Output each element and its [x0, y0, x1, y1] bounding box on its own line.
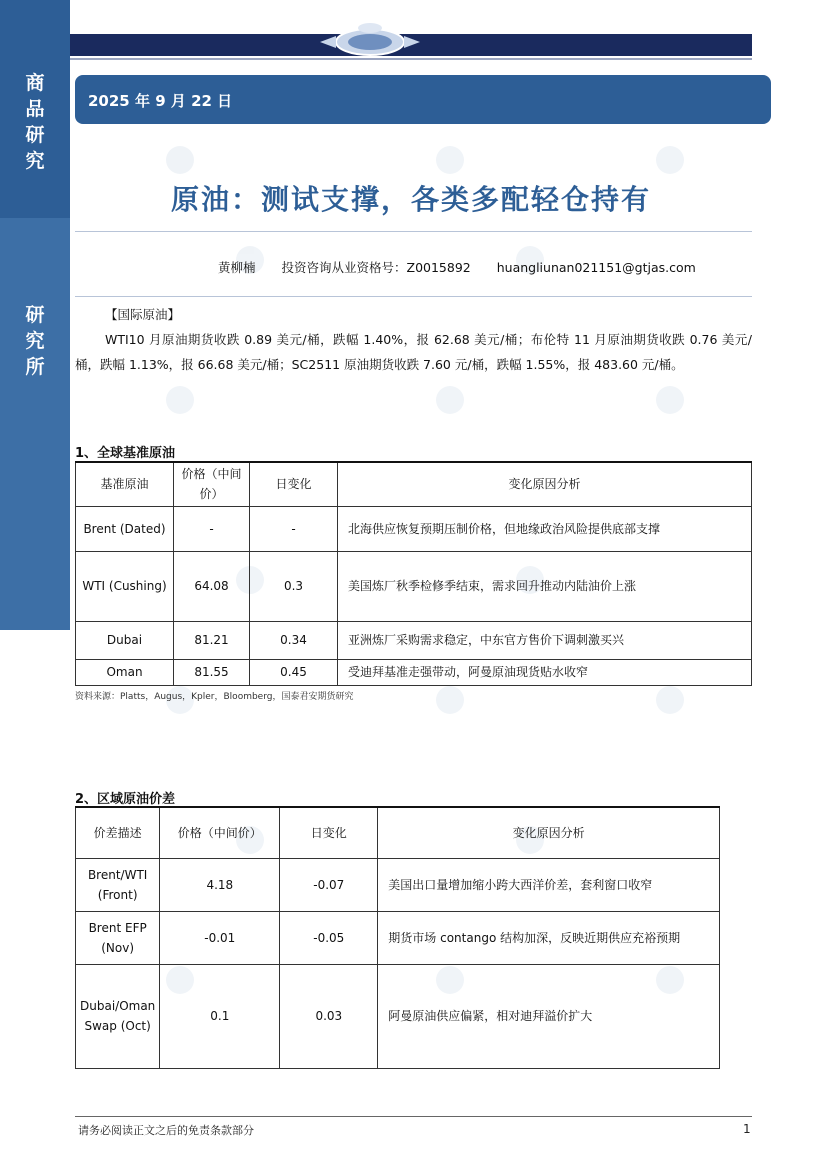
row-change: 0.03 [280, 964, 378, 1068]
author-license: 投资咨询从业资格号：Z0015892 [281, 260, 471, 275]
table-row [76, 858, 720, 911]
section1-heading: 1、全球基准原油 [75, 446, 176, 461]
table-header-row [76, 462, 752, 506]
row-name: Brent (Dated) [76, 506, 174, 551]
table-header-cell: 价差描述 [76, 807, 160, 858]
author-rule [75, 296, 752, 297]
section2-heading: 2、区域原油价差 [75, 792, 176, 807]
table-row [76, 621, 752, 659]
table-header-cell: 变化原因分析 [378, 807, 720, 858]
table-header-cell: 日变化 [250, 462, 338, 506]
row-price: 64.08 [174, 551, 250, 621]
row-change: - [250, 506, 338, 551]
table-header-cell: 价格（中间价） [174, 462, 250, 506]
table-row [76, 659, 752, 685]
row-reason: 北海供应恢复预期压制价格，但地缘政治风险提供底部支撑 [338, 506, 752, 551]
row-name: Dubai/Oman Swap (Oct) [76, 964, 160, 1068]
row-price: 0.1 [160, 964, 280, 1068]
page-title: 原油：测试支撑，各类多配轻仓持有 [170, 183, 651, 216]
table-source-note: 资料来源：Platts，Augus，Kpler，Bloomberg，国泰君安期货研究 [75, 692, 354, 702]
date-banner [75, 75, 771, 124]
row-price: - [174, 506, 250, 551]
footer-rule [75, 1116, 752, 1117]
row-name: Brent/WTI (Front) [76, 858, 160, 911]
table-row [76, 911, 720, 964]
table-row [76, 964, 720, 1068]
table-row [76, 506, 752, 551]
row-price: -0.01 [160, 911, 280, 964]
row-reason: 阿曼原油供应偏紧，相对迪拜溢价扩大 [378, 964, 720, 1068]
intro-heading: 【国际原油】 [105, 307, 181, 322]
row-reason: 期货市场 contango 结构加深，反映近期供应充裕预期 [378, 911, 720, 964]
intro-body: WTI10 月原油期货收跌 0.89 美元/桶，跌幅 1.40%，报 62.68 美元/桶；布伦特 11 月原油期货收跌 0.76 美元/桶，跌幅 1.13%，报 66.68 美元/桶；SC2511 原油期货收跌 7.60 元/桶，跌幅 1.55%，报 483.60 元/桶。 [75, 332, 752, 372]
table-header-cell: 日变化 [280, 807, 378, 858]
table-header-row [76, 807, 720, 858]
row-reason: 美国出口量增加缩小跨大西洋价差，套利窗口收窄 [378, 858, 720, 911]
spread-table [75, 806, 720, 1069]
sidebar-top-block [0, 0, 70, 218]
sidebar-top-label: 商 品 研 究 [25, 72, 45, 172]
row-reason: 亚洲炼厂采购需求稳定，中东官方售价下调刺激买兴 [338, 621, 752, 659]
row-change: 0.34 [250, 621, 338, 659]
sidebar-mid-block [0, 218, 70, 630]
author-line [218, 258, 718, 276]
benchmark-table [75, 461, 752, 686]
footer-disclaimer: 请务必阅读正文之后的免责条款部分 [78, 1124, 254, 1137]
page-number: 1 [743, 1122, 751, 1136]
report-date: 2025 年 9 月 22 日 [88, 92, 233, 110]
intro-paragraph [75, 302, 752, 377]
author-email: huangliunan021151@gtjas.com [496, 260, 696, 275]
row-reason: 受迪拜基准走强带动，阿曼原油现货贴水收窄 [338, 659, 752, 685]
row-reason: 美国炼厂秋季检修季结束，需求回升推动内陆油价上涨 [338, 551, 752, 621]
row-name: Dubai [76, 621, 174, 659]
row-change: -0.05 [280, 911, 378, 964]
title-rule [75, 231, 752, 232]
row-name: Oman [76, 659, 174, 685]
row-name: Brent EFP (Nov) [76, 911, 160, 964]
row-price: 81.21 [174, 621, 250, 659]
row-change: 0.3 [250, 551, 338, 621]
company-logo-icon [300, 14, 440, 58]
row-name: WTI (Cushing) [76, 551, 174, 621]
row-change: -0.07 [280, 858, 378, 911]
sidebar-mid-label: 研 究 所 [25, 304, 45, 378]
row-price: 81.55 [174, 659, 250, 685]
sidebar [0, 0, 70, 1169]
table-header-cell: 价格（中间价） [160, 807, 280, 858]
table-header-cell: 变化原因分析 [338, 462, 752, 506]
row-price: 4.18 [160, 858, 280, 911]
row-change: 0.45 [250, 659, 338, 685]
author-name: 黄柳楠 [218, 260, 256, 275]
table-header-cell: 基准原油 [76, 462, 174, 506]
table-row [76, 551, 752, 621]
header-rule [70, 58, 752, 60]
